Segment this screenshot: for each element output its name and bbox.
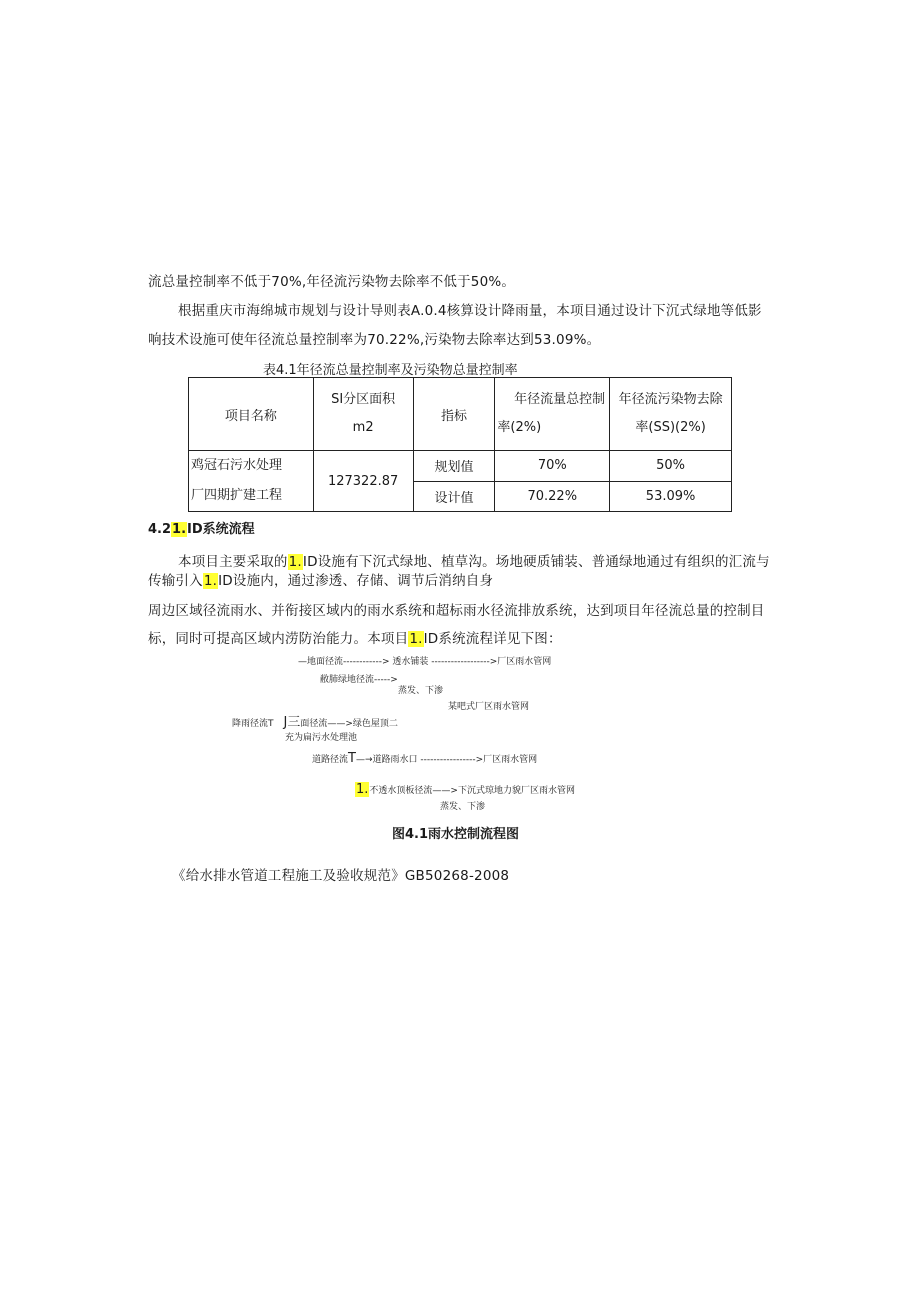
control-rate-table (188, 377, 732, 512)
runoff-cell: 70% (495, 451, 610, 482)
header-pollutant-rate: 年径流污染物去除 率(SS)(2%) (610, 378, 732, 451)
flow-line-rain-network: 某吧式厂区雨水管网 (448, 702, 530, 712)
paragraph-design-rainfall-line1: 根据重庆市海绵城市规划与设计导则表A.0.4核算设计降雨量，本项目通过设计下沉式绿地等低影 (178, 303, 762, 319)
flow-line-surface-runoff: —地面径流------------> 透水铺装 ------------------>厂区雨水管网 (298, 657, 552, 667)
header-project-name: 项目名称 (189, 378, 314, 451)
paragraph-runoff-requirement: 流总量控制率不低于70%,年径流污染物去除率不低于50%。 (148, 274, 516, 290)
flow-line-evaporation-2: 蒸发、下渗 (440, 802, 486, 812)
flow-line-road-runoff: 道路径流T—→道路雨水口 ----------------->厂区雨水管网 (312, 751, 538, 766)
table-header-row (189, 378, 732, 451)
body-line-4: 标，同时可提高区域内涝防治能力。本项目1.ID系统流程详见下图： (148, 631, 562, 647)
flow-line-green-runoff: 敝肺绿地径流-----> (320, 675, 398, 685)
indicator-cell: 规划值 (413, 451, 495, 482)
runoff-cell: 70.22% (495, 481, 610, 512)
body-line-1: 本项目主要采取的1.ID设施有下沉式绿地、植草沟。场地硬质铺装、普通绿地通过有组织的汇流与 (178, 554, 770, 570)
body-line-3: 周边区域径流雨水、并衔接区域内的雨水系统和超标雨水径流排放系统，达到项目年径流总量的控制目 (148, 603, 765, 619)
area-value-cell: 127322.87 (313, 451, 413, 512)
table-caption: 表4.1年径流总量控制率及污染物总量控制率 (263, 363, 518, 378)
project-name-cell: 鸡冠石污水处理 厂四期扩建工程 (189, 451, 314, 512)
flow-line-treatment-pool: 充为扁污水处理池 (285, 733, 358, 743)
header-runoff-rate: 年径流量总控制 率(2%) (495, 378, 610, 451)
header-area: SI分区面积 m2 (313, 378, 413, 451)
figure-caption: 图4.1雨水控制流程图 (392, 827, 520, 842)
pollutant-cell: 53.09% (610, 481, 732, 512)
reference-standard: 《给水排水管道工程施工及验收规范》GB50268-2008 (172, 868, 510, 884)
flow-line-roof-slab-runoff: 1.不透水顶板径流——>下沉式琼地力貌厂区雨水管网 (356, 782, 575, 797)
flow-line-evaporation: 蒸发、下渗 (398, 686, 444, 696)
paragraph-design-rainfall-line2: 响技术设施可使年径流总量控制率为70.22%,污染物去除率达到53.09%。 (148, 332, 601, 348)
indicator-cell: 设计值 (413, 481, 495, 512)
header-indicator: 指标 (413, 378, 495, 451)
flow-line-roof-runoff: 降雨径流T J三面径流——>绿色屋顶二 (232, 715, 398, 730)
pollutant-cell: 50% (610, 451, 732, 482)
table-row (189, 451, 732, 482)
section-heading: 4.21.ID系统流程 (148, 522, 255, 537)
body-line-2: 传输引入1.ID设施内，通过渗透、存储、调节后消纳自身 (148, 573, 494, 589)
